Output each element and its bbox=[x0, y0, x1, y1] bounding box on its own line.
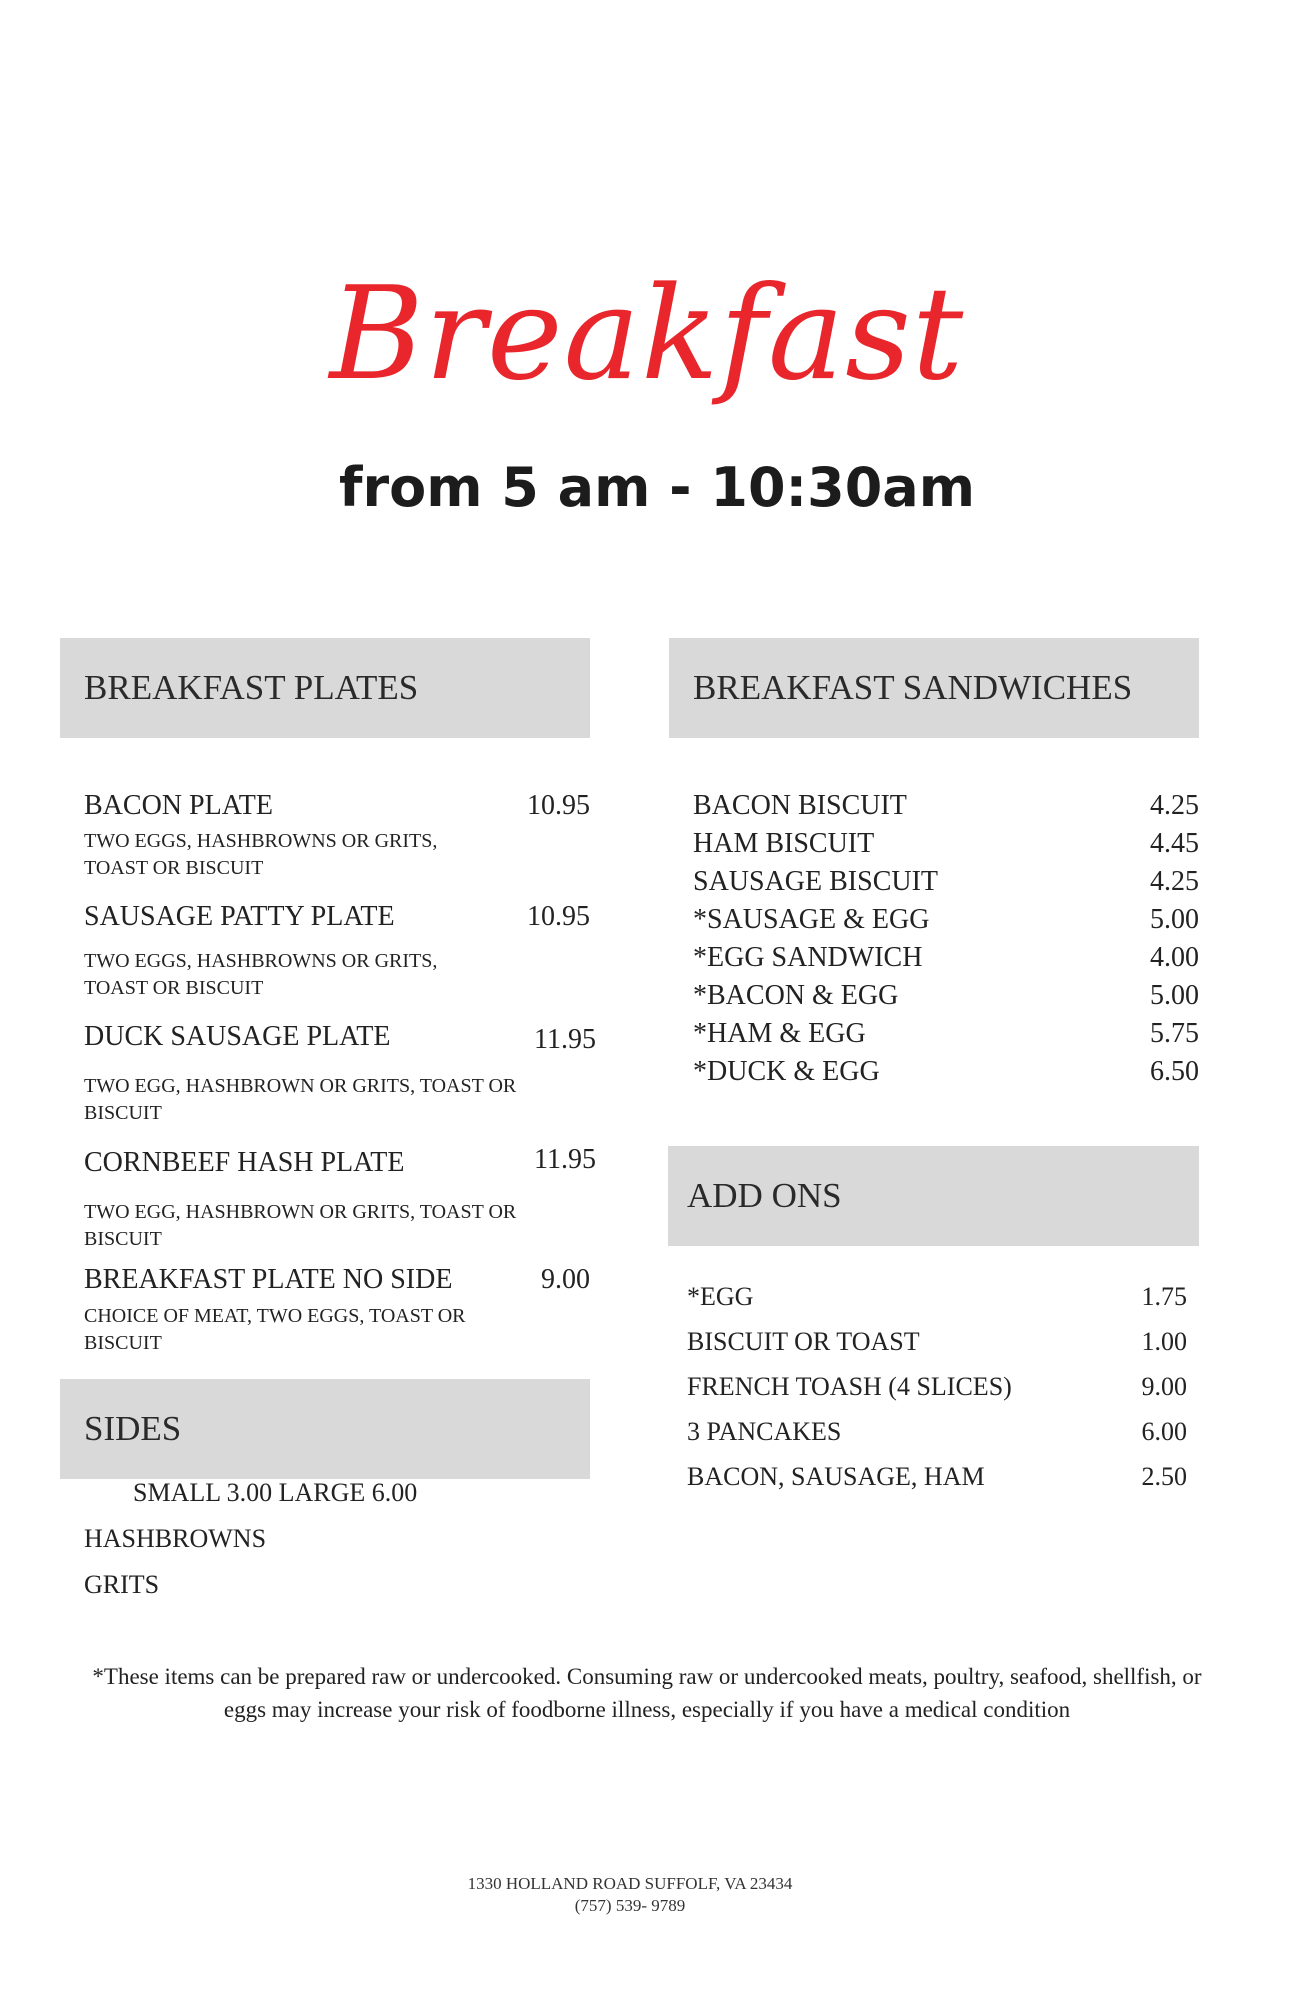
addon-item-price: 2.50 bbox=[1141, 1462, 1187, 1491]
addon-item bbox=[687, 1282, 1187, 1327]
plate-item-name: CORNBEEF HASH PLATE bbox=[84, 1147, 405, 1178]
addon-item-price: 1.75 bbox=[1141, 1282, 1187, 1311]
addons-list bbox=[687, 1282, 1187, 1507]
sandwich-item-price: 6.50 bbox=[1150, 1056, 1199, 1087]
sandwich-item-price: 4.25 bbox=[1150, 866, 1199, 897]
sides-pricing: SMALL 3.00 LARGE 6.00 bbox=[133, 1478, 418, 1507]
sandwich-item bbox=[693, 1056, 1199, 1094]
sandwich-item-name: *BACON & EGG bbox=[693, 980, 899, 1011]
sandwich-item bbox=[693, 904, 1199, 942]
plate-item-price: 11.95 bbox=[534, 1024, 596, 1055]
sandwich-item-name: *SAUSAGE & EGG bbox=[693, 904, 930, 935]
sandwich-item-price: 5.75 bbox=[1150, 1018, 1199, 1049]
addon-item-name: BACON, SAUSAGE, HAM bbox=[687, 1462, 985, 1491]
sandwich-item-price: 4.00 bbox=[1150, 942, 1199, 973]
side-item: GRITS bbox=[84, 1570, 160, 1599]
sandwich-item bbox=[693, 942, 1199, 980]
plate-item-price: 11.95 bbox=[534, 1144, 596, 1175]
plate-item-price: 9.00 bbox=[541, 1264, 590, 1295]
plate-item-description: TWO EGG, HASHBROWN OR GRITS, TOAST OR BISCUIT bbox=[84, 1075, 517, 1124]
sandwich-item bbox=[693, 980, 1199, 1018]
sandwich-item bbox=[693, 866, 1199, 904]
section-heading-breakfast-plates: BREAKFAST PLATES bbox=[60, 638, 590, 738]
hours-subtitle: from 5 am - 10:30am bbox=[339, 456, 975, 519]
sandwich-item-name: *DUCK & EGG bbox=[693, 1056, 880, 1087]
addon-item-price: 1.00 bbox=[1141, 1327, 1187, 1356]
addon-item-price: 6.00 bbox=[1141, 1417, 1187, 1446]
sandwich-item-name: HAM BISCUIT bbox=[693, 828, 875, 859]
plate-item-name: SAUSAGE PATTY PLATE bbox=[84, 901, 395, 932]
plate-item-name: DUCK SAUSAGE PLATE bbox=[84, 1021, 391, 1052]
plate-item-description: TWO EGGS, HASHBROWNS OR GRITS, TOAST OR BISCUIT bbox=[84, 950, 438, 999]
sandwich-item-price: 5.00 bbox=[1150, 980, 1199, 1011]
plate-item-name: BACON PLATE bbox=[84, 790, 274, 821]
sandwich-item-name: *HAM & EGG bbox=[693, 1018, 866, 1049]
section-heading-breakfast-sandwiches: BREAKFAST SANDWICHES bbox=[669, 638, 1199, 738]
restaurant-address: 1330 HOLLAND ROAD SUFFOLF, VA 23434 bbox=[467, 1874, 793, 1893]
sandwich-item bbox=[693, 790, 1199, 828]
sandwich-item-name: *EGG SANDWICH bbox=[693, 942, 923, 973]
plate-item-description: CHOICE OF MEAT, TWO EGGS, TOAST OR BISCUIT bbox=[84, 1305, 466, 1354]
plate-item-description: TWO EGGS, HASHBROWNS OR GRITS, TOAST OR BISCUIT bbox=[84, 830, 438, 879]
addon-item-name: 3 PANCAKES bbox=[687, 1417, 842, 1446]
addon-item-name: BISCUIT OR TOAST bbox=[687, 1327, 920, 1356]
sandwich-item-name: BACON BISCUIT bbox=[693, 790, 907, 821]
restaurant-phone: (757) 539- 9789 bbox=[574, 1896, 686, 1915]
food-safety-disclaimer: *These items can be prepared raw or undercooked. Consuming raw or undercooked meats, poultry, seafood, shellfish, or eggs may increase your risk of foodborne illness, especially if you have a medical condition bbox=[92, 1664, 1202, 1722]
sandwich-item bbox=[693, 828, 1199, 866]
sandwich-list bbox=[693, 790, 1199, 1094]
addon-item bbox=[687, 1462, 1187, 1507]
section-heading-sides: SIDES bbox=[60, 1379, 590, 1479]
addon-item-name: *EGG bbox=[687, 1282, 754, 1311]
sandwich-item bbox=[693, 1018, 1199, 1056]
addon-item bbox=[687, 1417, 1187, 1462]
sandwich-item-price: 4.25 bbox=[1150, 790, 1199, 821]
plate-item-price: 10.95 bbox=[527, 901, 590, 932]
addon-item bbox=[687, 1327, 1187, 1372]
addon-item bbox=[687, 1372, 1187, 1417]
plate-item-price: 10.95 bbox=[527, 790, 590, 821]
plate-item-name: BREAKFAST PLATE NO SIDE bbox=[84, 1264, 453, 1295]
addon-item-price: 9.00 bbox=[1141, 1372, 1187, 1401]
sandwich-item-price: 4.45 bbox=[1150, 828, 1199, 859]
side-item: HASHBROWNS bbox=[84, 1524, 267, 1553]
sandwich-item-name: SAUSAGE BISCUIT bbox=[693, 866, 939, 897]
sandwich-item-price: 5.00 bbox=[1150, 904, 1199, 935]
addon-item-name: FRENCH TOASH (4 SLICES) bbox=[687, 1372, 1012, 1401]
section-heading-add-ons: ADD ONS bbox=[668, 1146, 1199, 1246]
menu-title: Breakfast bbox=[329, 260, 965, 409]
plate-item-description: TWO EGG, HASHBROWN OR GRITS, TOAST OR BISCUIT bbox=[84, 1201, 517, 1250]
